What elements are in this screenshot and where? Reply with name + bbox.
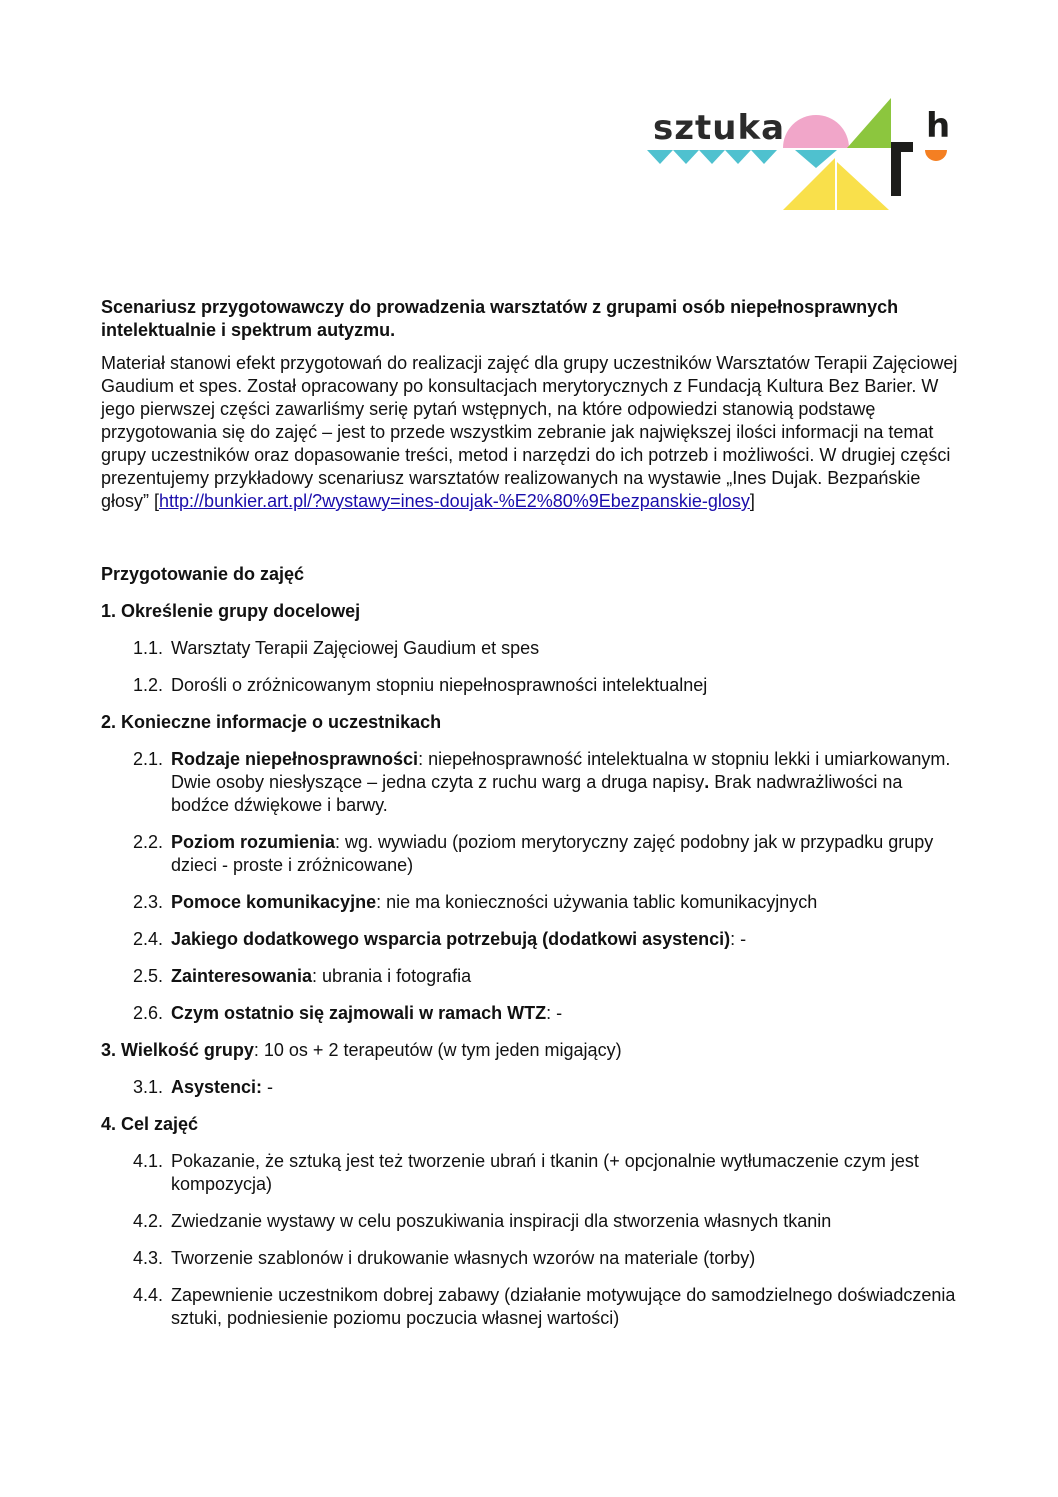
list-item <box>101 1150 961 1196</box>
item-label: Pomoce komunikacyjne <box>171 892 377 912</box>
item-punct: . <box>704 772 710 792</box>
item-text: Zwiedzanie wystawy w celu poszukiwania inspiracji dla stworzenia własnych tkanin <box>171 1211 832 1231</box>
item-text: : - <box>546 1003 563 1023</box>
list-item <box>101 637 961 660</box>
item-text: : - <box>730 929 747 949</box>
list-item <box>101 1076 961 1099</box>
item-text: Pokazanie, że sztuką jest też tworzenie ubrań i tkanin (+ opcjonalnie wytłumaczenie czym jest kompozycja) <box>171 1151 919 1194</box>
list-item <box>101 748 961 817</box>
item-text: : nie ma konieczności używania tablic komunikacyjnych <box>376 892 818 912</box>
item-number: 2.5. <box>133 966 164 986</box>
list-item <box>101 674 961 697</box>
logo-text: sztuka <box>653 108 786 148</box>
item-number: 1.2. <box>133 675 164 695</box>
item-label: Zainteresowania <box>171 966 313 986</box>
list-item <box>101 891 961 914</box>
list-item <box>101 1002 961 1025</box>
item-label: Czym ostatnio się zajmowali w ramach WTZ <box>171 1003 547 1023</box>
item-number: 2.1. <box>133 749 164 769</box>
intro-paragraph <box>101 352 961 513</box>
list-item <box>101 1210 961 1233</box>
item-text: Zapewnienie uczestnikom dobrej zabawy (działanie motywujące do samodzielnego doświadczenia sztuki, podniesienie poziomu poczucia własnej wartości) <box>171 1285 956 1328</box>
exhibition-link[interactable]: http://bunkier.art.pl/?wystawy=ines-doujak-%E2%80%9Ebezpanskie-glosy <box>159 491 750 511</box>
section-4-heading: 4. Cel zajęć <box>101 1114 199 1134</box>
item-number: 4.4. <box>133 1285 164 1305</box>
list-item <box>101 965 961 988</box>
item-label: Rodzaje niepełnosprawności <box>171 749 419 769</box>
document-body <box>101 296 961 1344</box>
item-number: 1.1. <box>133 638 164 658</box>
item-text-2: Brak nadwrażliwości na bodźce dźwiękowe i barwy. <box>171 772 903 815</box>
list-item <box>101 1284 961 1330</box>
intro-after: ] <box>749 491 755 511</box>
item-number: 3.1. <box>133 1077 164 1097</box>
item-number: 2.3. <box>133 892 164 912</box>
item-text: : wg. wywiadu (poziom merytoryczny zajęć podobny jak w przypadku grupy dzieci - proste i zróżnicowane) <box>171 832 934 875</box>
list-item <box>101 928 961 951</box>
section-title: Przygotowanie do zajęć <box>101 564 305 584</box>
item-number: 4.3. <box>133 1248 164 1268</box>
svg-text:h: h <box>926 106 951 146</box>
item-number: 4.1. <box>133 1151 164 1171</box>
item-text: : niepełnosprawność intelektualna w stopniu lekki i umiarkowanym. Dwie osoby niesłyszące – jedna czyta z ruchu warg a druga napisy <box>171 749 951 792</box>
item-text: Warsztaty Terapii Zajęciowej Gaudium et spes <box>171 638 540 658</box>
item-number: 2.2. <box>133 832 164 852</box>
item-text: Tworzenie szablonów i drukowanie własnych wzorów na materiale (torby) <box>171 1248 756 1268</box>
item-number: 2.4. <box>133 929 164 949</box>
list-item <box>101 1247 961 1270</box>
section-3-label: 3. Wielkość grupy <box>101 1040 254 1060</box>
section-3-text: : 10 os + 2 terapeutów (w tym jeden migający) <box>253 1040 622 1060</box>
section-2-heading: 2. Konieczne informacje o uczestnikach <box>101 712 442 732</box>
section-3-heading <box>101 1039 961 1062</box>
item-number: 2.6. <box>133 1003 164 1023</box>
intro-text: Materiał stanowi efekt przygotowań do realizacji zajęć dla grupy uczestników Warsztatów Terapii Zajęciowej Gaudium et spes. Został opracowany po konsultacjach merytorycznych z Fundacją Kultura Bez Barier. W jego pierwszej części zawarliśmy serię pytań wstępnych, na które odpowiedzi stanowią podstawę przygotowania się do zajęć – jest to przede wszystkim zebranie jak największej ilości informacji na temat grupy uczestników oraz dopasowanie treści, metod i narzędzi do ich potrzeb i możliwości. W drugiej części prezentujemy przykładowy scenariusz warsztatów realizowanych na wystawie „Ines Dujak. Bezpańskie głosy” [ <box>101 353 958 511</box>
list-item <box>101 831 961 877</box>
item-text: - <box>262 1077 274 1097</box>
section-1-heading: 1. Określenie grupy docelowej <box>101 601 361 621</box>
item-text: Dorośli o zróżnicowanym stopniu niepełnosprawności intelektualnej <box>171 675 708 695</box>
sztuka-logo <box>645 92 957 214</box>
item-number: 4.2. <box>133 1211 164 1231</box>
document-title: Scenariusz przygotowawczy do prowadzenia warsztatów z grupami osób niepełnosprawnych intelektualnie i spektrum autyzmu. <box>101 297 899 340</box>
item-label: Jakiego dodatkowego wsparcia potrzebują (dodatkowi asystenci) <box>171 929 731 949</box>
item-label: Asystenci: <box>171 1077 263 1097</box>
item-label: Poziom rozumienia <box>171 832 336 852</box>
item-text: : ubrania i fotografia <box>312 966 472 986</box>
